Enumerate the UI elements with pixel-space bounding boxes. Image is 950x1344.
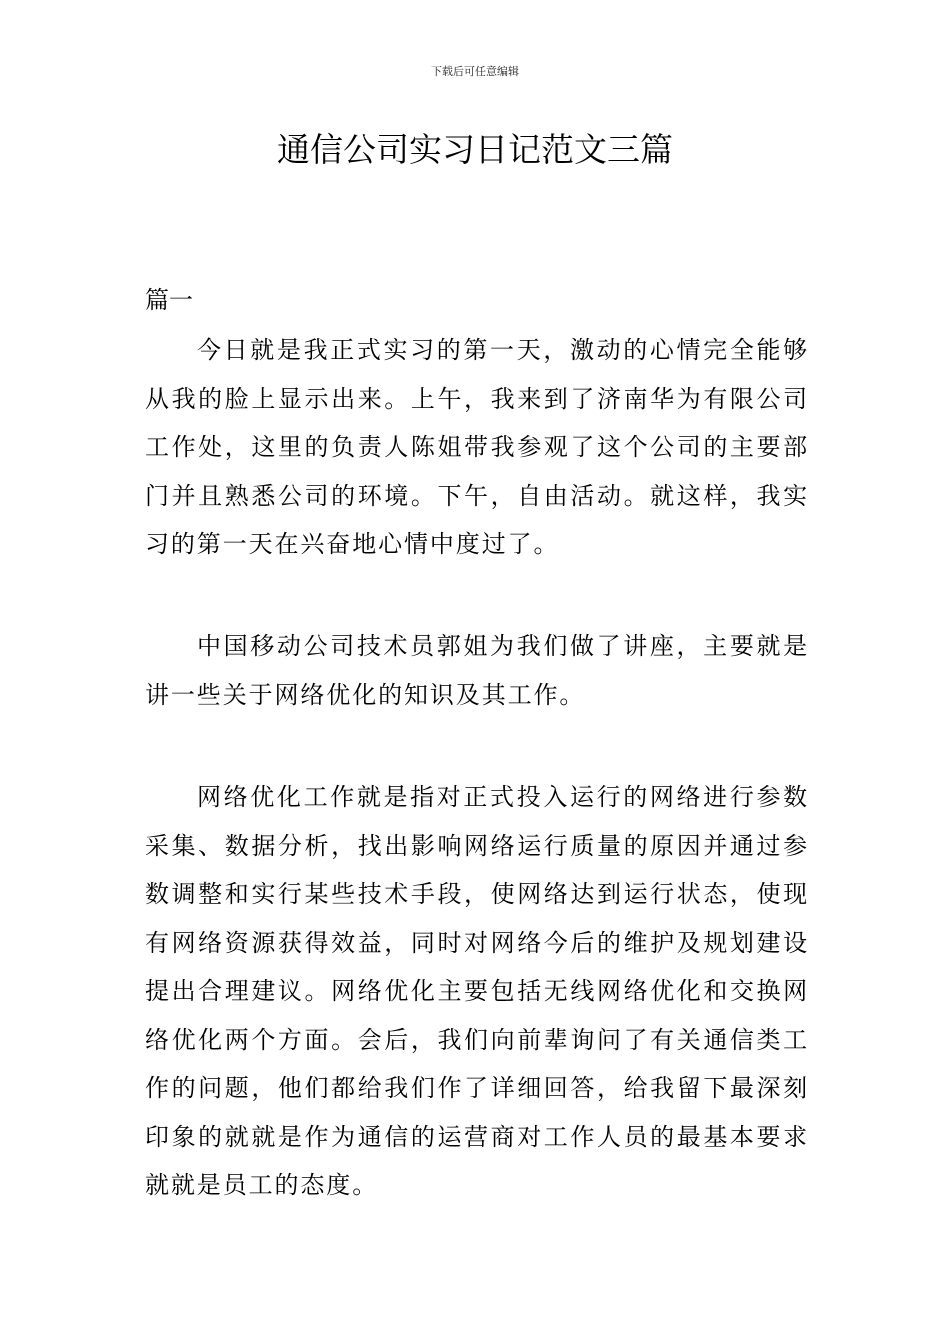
page-header-note: 下载后可任意编辑 <box>431 65 519 78</box>
document-title: 通信公司实习日记范文三篇 <box>277 130 673 169</box>
paragraph-2: 中国移动公司技术员郭姐为我们做了讲座，主要就是讲一些关于网络优化的知识及其工作。 <box>145 632 809 709</box>
section-label: 篇一 <box>145 286 193 314</box>
paragraph-3: 网络优化工作就是指对正式投入运行的网络进行参数采集、数据分析，找出影响网络运行质量的原因并通过参数调整和实行某些技术手段，使网络达到运行状态，使现有网络资源获得效益，同时对网络今后的维护及规划建设提出合理建议。网络优化主要包括无线网络优化和交换网络优化两个方面。会后，我们向前辈询问了有关通信类工作的问题，他们都给我们作了详细回答，给我留下最深刻印象的就就是作为通信的运营商对工作人员的最基本要求就就是员工的态度。 <box>145 783 809 1199</box>
paragraph-1: 今日就是我正式实习的第一天，激动的心情完全能够从我的脸上显示出来。上午，我来到了济南华为有限公司工作处，这里的负责人陈姐带我参观了这个公司的主要部门并且熟悉公司的环境。下午，自由活动。就这样，我实习的第一天在兴奋地心情中度过了。 <box>145 336 809 558</box>
